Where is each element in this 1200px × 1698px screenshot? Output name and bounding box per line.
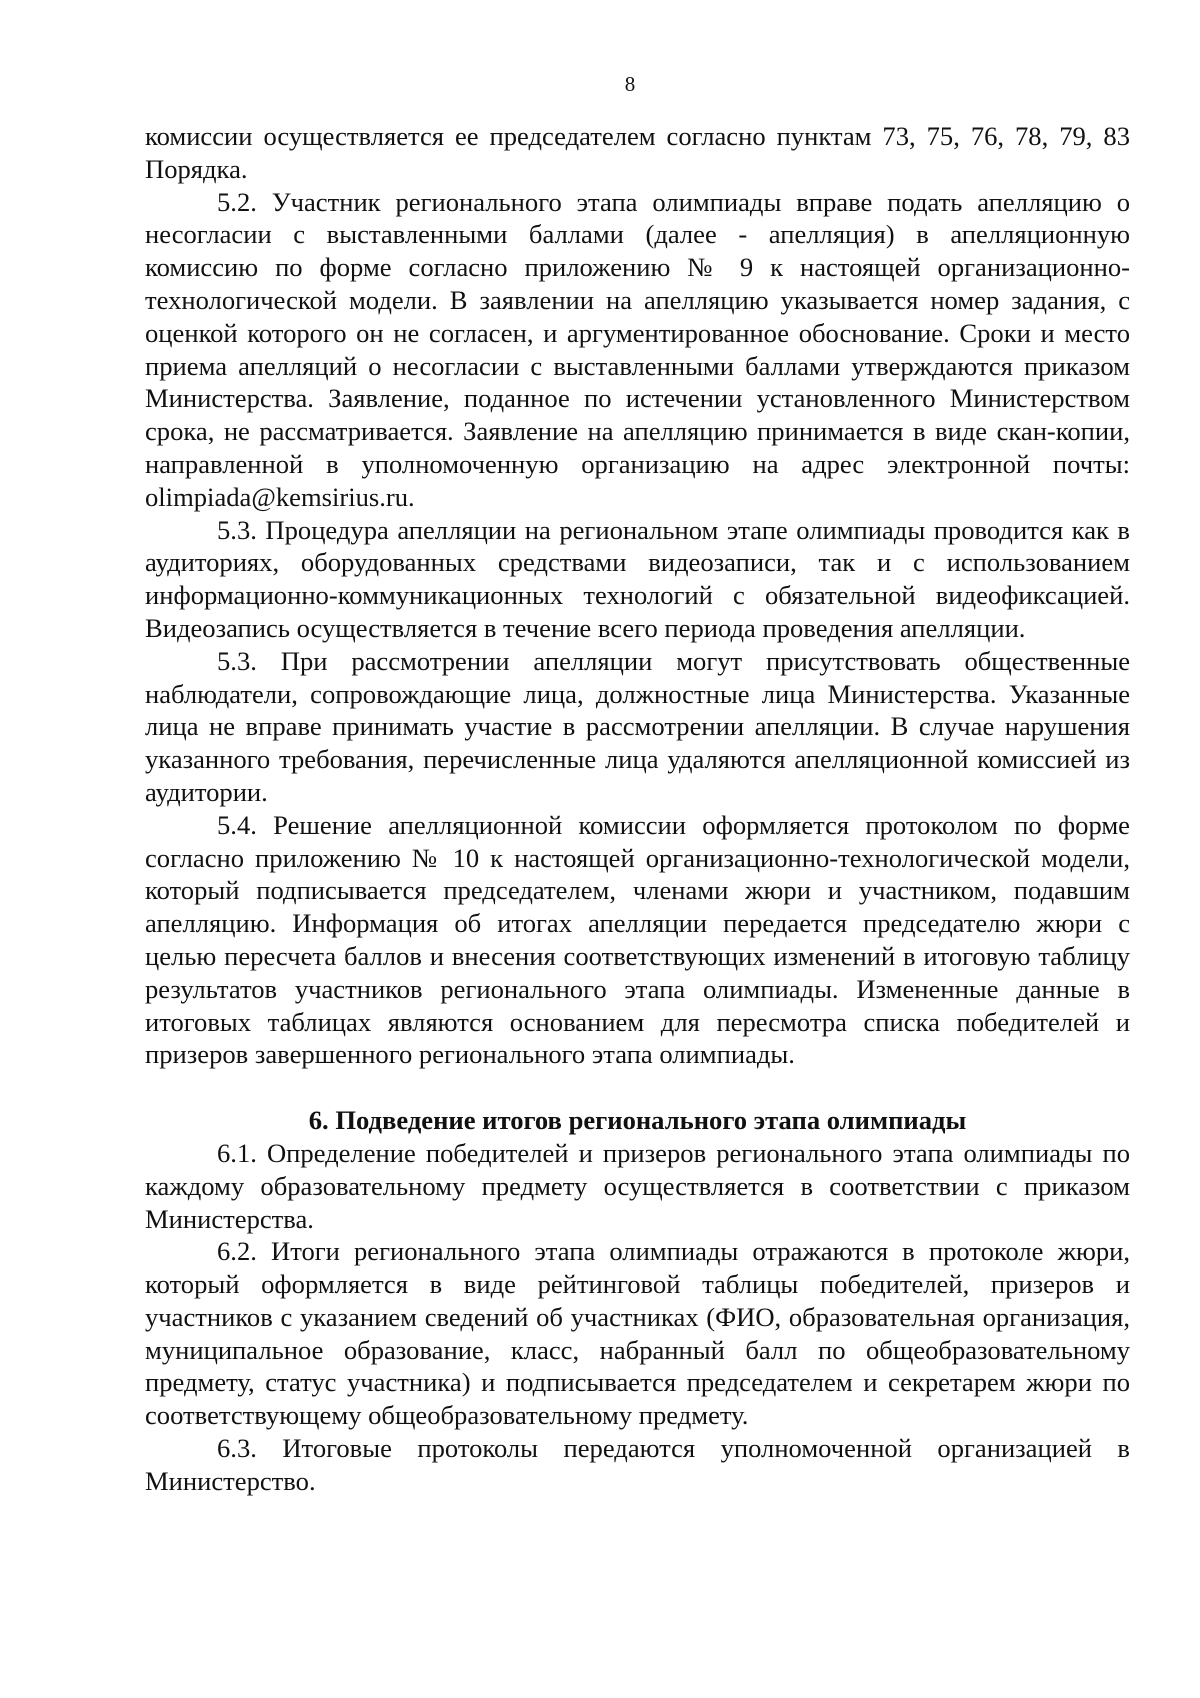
paragraph-5-1-continuation: комиссии осуществляется ее председателем согласно пунктам 73, 75, 76, 78, 79, 83 Порядка. [145, 121, 1130, 184]
paragraph-6-3: 6.3. Итоговые протоколы передаются уполномоченной организацией в Министерство. [145, 1433, 1130, 1496]
section-6-heading: 6. Подведение итогов регионального этапа олимпиады [308, 1105, 967, 1136]
paragraph-5-4: 5.4. Решение апелляционной комиссии оформляется протоколом по форме согласно приложению № 10 к настоящей организационно-технологической модели, который подписывается председателем, членами жюри и участником, подавшим апелляцию. Информация об итогах апелляции передается председателю жюри с целью пересчета баллов и внесения соответствующих изменений в итоговую таблицу результатов участников регионального этапа олимпиады. Измененные данные в итоговых таблицах являются основанием для пересмотра списка победителей и призеров завершенного регионального этапа олимпиады. [145, 809, 1130, 1070]
paragraph-5-2: 5.2. Участник регионального этапа олимпиады вправе подать апелляцию о несогласии с выставленными баллами (далее - апелляция) в апелляционную комиссию по форме согласно приложению № 9 к настоящей организационно-технологической модели. В заявлении на апелляцию указывается номер задания, с оценкой которого он не согласен, и аргументированное обоснование. Сроки и место приема апелляций о несогласии с выставленными баллами утверждаются приказом Министерства. Заявление, поданное по истечении установленного Министерством срока, не рассматривается. Заявление на апелляцию принимается в виде скан-копии, направленной в уполномоченную организацию на адрес электронной почты: olimpiada@kemsirius.ru. [145, 186, 1130, 512]
document-body [145, 120, 1130, 1498]
paragraph-6-2: 6.2. Итоги регионального этапа олимпиады отражаются в протоколе жюри, который оформляется в виде рейтинговой таблицы победителей, призеров и участников с указанием сведений об участниках (ФИО, образовательная организация, муниципальное образование, класс, набранный балл по общеобразовательному предмету, статус участника) и подписывается председателем и секретарем жюри по соответствующему общеобразовательному предмету. [145, 1236, 1130, 1431]
paragraph-5-3-observers: 5.3. При рассмотрении апелляции могут присутствовать общественные наблюдатели, сопровождающие лица, должностные лица Министерства. Указанные лица не вправе принимать участие в рассмотрении апелляции. В случае нарушения указанного требования, перечисленные лица удаляются апелляционной комиссией из аудитории. [145, 645, 1130, 807]
page-number: 8 [624, 72, 636, 96]
paragraph-6-1: 6.1. Определение победителей и призеров регионального этапа олимпиады по каждому образовательному предмету осуществляется в соответствии с приказом Министерства. [145, 1137, 1130, 1234]
paragraph-5-3-procedure: 5.3. Процедура апелляции на региональном этапе олимпиады проводится как в аудиториях, оборудованных средствами видеозаписи, так и с использованием информационно-коммуникационных технологий с обязательной видеофиксацией. Видеозапись осуществляется в течение всего периода проведения апелляции. [145, 514, 1130, 643]
